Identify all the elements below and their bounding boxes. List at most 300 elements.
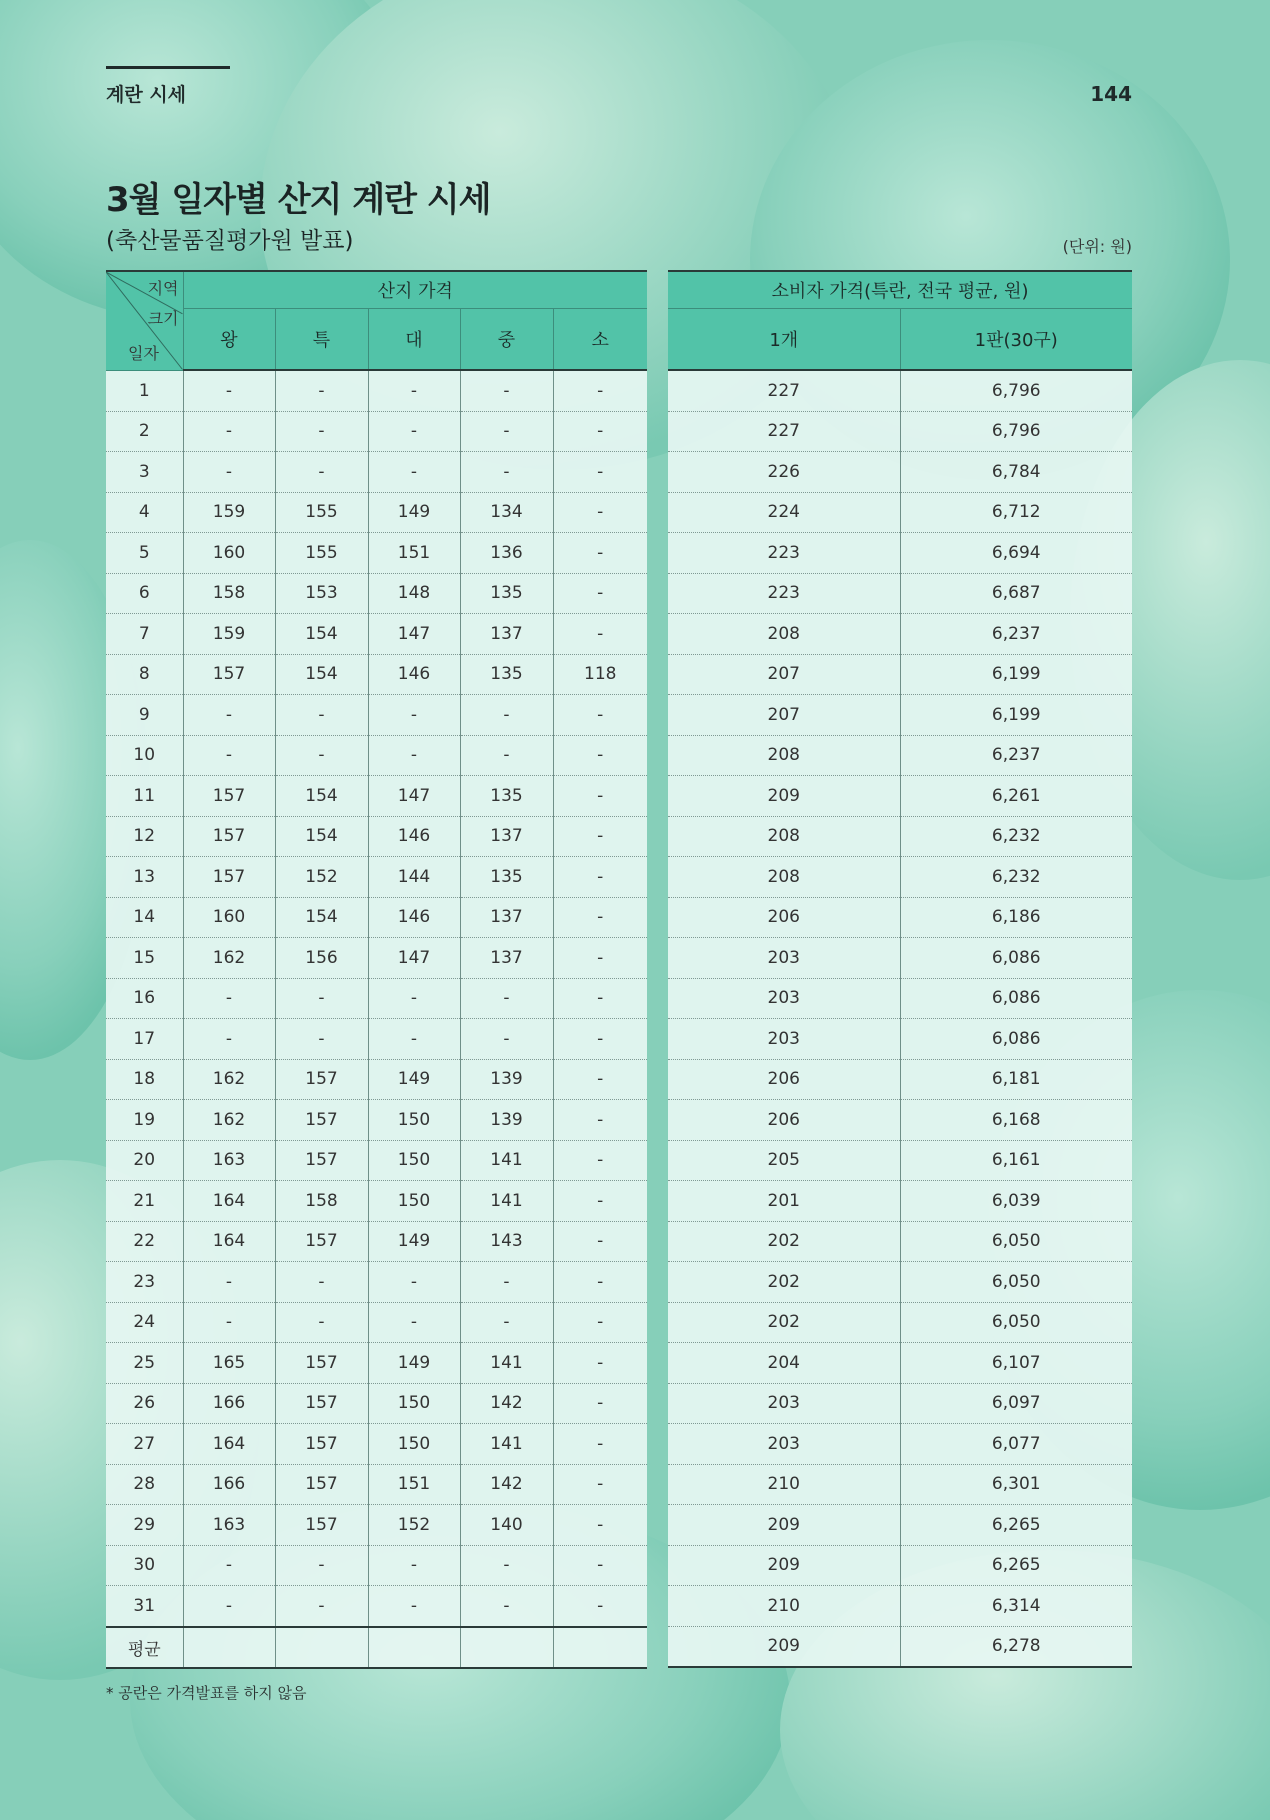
- price-cell: -: [183, 978, 275, 1019]
- day-cell: 31: [106, 1586, 183, 1627]
- average-cell: [275, 1627, 368, 1669]
- table-row: [106, 1586, 647, 1627]
- price-cell: 146: [368, 654, 460, 695]
- page-subtitle: (축산물품질평가원 발표): [106, 228, 354, 254]
- price-per-egg-cell: 227: [668, 370, 900, 411]
- price-cell: 157: [275, 1221, 368, 1262]
- table-row: [106, 1262, 647, 1303]
- price-per-tray-cell: 6,186: [900, 897, 1132, 938]
- price-per-egg-cell: 206: [668, 1100, 900, 1141]
- price-per-egg-cell: 208: [668, 816, 900, 857]
- price-cell: -: [183, 695, 275, 736]
- price-per-egg-cell: 210: [668, 1464, 900, 1505]
- day-cell: 1: [106, 370, 183, 411]
- price-cell: 160: [183, 533, 275, 574]
- table-row: [668, 1221, 1132, 1262]
- price-cell: 166: [183, 1464, 275, 1505]
- price-cell: 154: [275, 816, 368, 857]
- price-cell: 148: [368, 573, 460, 614]
- price-cell: 157: [275, 1140, 368, 1181]
- table-row: [668, 978, 1132, 1019]
- price-cell: 157: [183, 857, 275, 898]
- day-cell: 3: [106, 452, 183, 493]
- price-cell: 155: [275, 533, 368, 574]
- price-cell: 165: [183, 1343, 275, 1384]
- table-row: [668, 1464, 1132, 1505]
- price-cell: -: [553, 1019, 647, 1060]
- price-per-egg-cell: 209: [668, 776, 900, 817]
- price-cell: -: [183, 1302, 275, 1343]
- unit-note: (단위: 원): [1062, 237, 1132, 256]
- price-per-tray-cell: 6,199: [900, 654, 1132, 695]
- table-row: [106, 816, 647, 857]
- average-cell: 209: [668, 1626, 900, 1667]
- price-per-egg-cell: 227: [668, 411, 900, 452]
- price-per-tray-cell: 6,265: [900, 1545, 1132, 1586]
- price-cell: -: [275, 1545, 368, 1586]
- price-cell: 158: [275, 1181, 368, 1222]
- price-per-tray-cell: 6,237: [900, 735, 1132, 776]
- price-cell: 154: [275, 897, 368, 938]
- price-cell: 135: [460, 654, 553, 695]
- price-cell: 159: [183, 492, 275, 533]
- day-cell: 5: [106, 533, 183, 574]
- day-cell: 30: [106, 1545, 183, 1586]
- price-per-tray-cell: 6,237: [900, 614, 1132, 655]
- day-cell: 27: [106, 1424, 183, 1465]
- price-cell: -: [368, 1545, 460, 1586]
- table-row: [106, 1059, 647, 1100]
- table-row: [668, 938, 1132, 979]
- day-cell: 14: [106, 897, 183, 938]
- column-header: 중: [460, 309, 553, 371]
- table-row: [668, 857, 1132, 898]
- section-rule: [106, 66, 230, 69]
- day-cell: 26: [106, 1383, 183, 1424]
- price-cell: -: [553, 897, 647, 938]
- price-per-tray-cell: 6,039: [900, 1181, 1132, 1222]
- price-cell: 139: [460, 1100, 553, 1141]
- price-per-egg-cell: 202: [668, 1262, 900, 1303]
- price-cell: 164: [183, 1221, 275, 1262]
- table-row: [668, 1343, 1132, 1384]
- day-cell: 17: [106, 1019, 183, 1060]
- price-cell: 141: [460, 1424, 553, 1465]
- table-row: [668, 1059, 1132, 1100]
- price-per-tray-cell: 6,168: [900, 1100, 1132, 1141]
- price-per-tray-cell: 6,086: [900, 938, 1132, 979]
- table-row: [106, 1302, 647, 1343]
- price-cell: 149: [368, 492, 460, 533]
- price-per-egg-cell: 209: [668, 1545, 900, 1586]
- price-per-tray-cell: 6,796: [900, 370, 1132, 411]
- consumer-price-table: [668, 270, 1132, 1668]
- price-per-egg-cell: 208: [668, 857, 900, 898]
- price-per-tray-cell: 6,107: [900, 1343, 1132, 1384]
- price-cell: -: [275, 1019, 368, 1060]
- price-cell: 159: [183, 614, 275, 655]
- price-cell: 147: [368, 776, 460, 817]
- price-cell: -: [275, 370, 368, 411]
- table-row: [668, 614, 1132, 655]
- price-cell: -: [368, 452, 460, 493]
- day-cell: 23: [106, 1262, 183, 1303]
- price-cell: -: [553, 1262, 647, 1303]
- table-row: [668, 533, 1132, 574]
- price-cell: 135: [460, 776, 553, 817]
- price-cell: -: [553, 1221, 647, 1262]
- day-cell: 15: [106, 938, 183, 979]
- table-row: [668, 1586, 1132, 1627]
- price-per-tray-cell: 6,181: [900, 1059, 1132, 1100]
- price-per-tray-cell: 6,784: [900, 452, 1132, 493]
- table-row: [106, 695, 647, 736]
- price-cell: 150: [368, 1383, 460, 1424]
- table-row: [106, 573, 647, 614]
- price-cell: 163: [183, 1505, 275, 1546]
- price-per-egg-cell: 223: [668, 573, 900, 614]
- table-row: [668, 654, 1132, 695]
- average-cell: 6,278: [900, 1626, 1132, 1667]
- price-cell: 154: [275, 654, 368, 695]
- corner-day-label: 일자: [128, 343, 159, 363]
- price-per-tray-cell: 6,796: [900, 411, 1132, 452]
- price-cell: 149: [368, 1059, 460, 1100]
- price-cell: 162: [183, 1100, 275, 1141]
- price-cell: -: [553, 1181, 647, 1222]
- day-cell: 16: [106, 978, 183, 1019]
- average-label: 평균: [106, 1627, 183, 1669]
- table-row: [668, 573, 1132, 614]
- price-cell: -: [368, 411, 460, 452]
- price-per-tray-cell: 6,265: [900, 1505, 1132, 1546]
- corner-region-label: 지역: [147, 279, 179, 298]
- price-per-egg-cell: 203: [668, 1019, 900, 1060]
- price-cell: -: [368, 1302, 460, 1343]
- price-per-egg-cell: 202: [668, 1302, 900, 1343]
- price-cell: 146: [368, 897, 460, 938]
- price-per-egg-cell: 209: [668, 1505, 900, 1546]
- price-per-egg-cell: 201: [668, 1181, 900, 1222]
- day-cell: 28: [106, 1464, 183, 1505]
- table-row: [668, 452, 1132, 493]
- price-cell: 157: [275, 1059, 368, 1100]
- price-cell: -: [553, 1302, 647, 1343]
- price-per-tray-cell: 6,232: [900, 857, 1132, 898]
- table-row: [668, 1100, 1132, 1141]
- table-row: [668, 1424, 1132, 1465]
- price-cell: -: [553, 1545, 647, 1586]
- price-cell: 137: [460, 938, 553, 979]
- price-cell: -: [275, 452, 368, 493]
- price-cell: -: [553, 492, 647, 533]
- table-row: [106, 735, 647, 776]
- price-cell: 150: [368, 1424, 460, 1465]
- table-row: [106, 1505, 647, 1546]
- price-cell: -: [183, 1545, 275, 1586]
- price-cell: -: [368, 1019, 460, 1060]
- day-cell: 19: [106, 1100, 183, 1141]
- price-cell: 147: [368, 938, 460, 979]
- consumer-price-group-header: 소비자 가격(특란, 전국 평균, 원): [668, 271, 1132, 309]
- price-cell: -: [368, 1262, 460, 1303]
- day-cell: 11: [106, 776, 183, 817]
- price-per-tray-cell: 6,161: [900, 1140, 1132, 1181]
- price-cell: -: [553, 1586, 647, 1627]
- price-cell: 152: [368, 1505, 460, 1546]
- day-cell: 18: [106, 1059, 183, 1100]
- table-row: [106, 1181, 647, 1222]
- price-per-tray-cell: 6,261: [900, 776, 1132, 817]
- footnote: * 공란은 가격발표를 하지 않음: [106, 1684, 307, 1702]
- price-cell: -: [368, 978, 460, 1019]
- table-row: [106, 411, 647, 452]
- table-row: [668, 735, 1132, 776]
- price-cell: -: [275, 695, 368, 736]
- table-row: [106, 1343, 647, 1384]
- price-cell: -: [275, 1586, 368, 1627]
- price-cell: -: [460, 978, 553, 1019]
- average-cell: [460, 1627, 553, 1669]
- price-per-tray-cell: 6,694: [900, 533, 1132, 574]
- table-row: [106, 370, 647, 411]
- table-row: [668, 1019, 1132, 1060]
- price-cell: 163: [183, 1140, 275, 1181]
- price-cell: -: [553, 533, 647, 574]
- table-row: [668, 776, 1132, 817]
- origin-price-group-header: 산지 가격: [183, 271, 647, 309]
- price-per-egg-cell: 226: [668, 452, 900, 493]
- price-per-egg-cell: 224: [668, 492, 900, 533]
- price-cell: -: [183, 370, 275, 411]
- price-cell: -: [183, 735, 275, 776]
- price-per-egg-cell: 223: [668, 533, 900, 574]
- table-row: [106, 1019, 647, 1060]
- price-cell: -: [368, 695, 460, 736]
- price-cell: 157: [275, 1505, 368, 1546]
- price-cell: -: [460, 1545, 553, 1586]
- price-cell: -: [460, 411, 553, 452]
- corner-size-label: 크기: [147, 309, 179, 328]
- price-cell: -: [553, 695, 647, 736]
- price-per-egg-cell: 202: [668, 1221, 900, 1262]
- price-cell: 142: [460, 1464, 553, 1505]
- column-header: 왕: [183, 309, 275, 371]
- day-cell: 13: [106, 857, 183, 898]
- price-cell: 141: [460, 1181, 553, 1222]
- price-cell: 166: [183, 1383, 275, 1424]
- price-per-tray-cell: 6,712: [900, 492, 1132, 533]
- average-row: [106, 1627, 647, 1669]
- price-cell: 151: [368, 533, 460, 574]
- price-per-tray-cell: 6,097: [900, 1383, 1132, 1424]
- price-cell: 154: [275, 614, 368, 655]
- price-cell: 164: [183, 1424, 275, 1465]
- price-per-egg-cell: 208: [668, 735, 900, 776]
- price-cell: 153: [275, 573, 368, 614]
- price-cell: 136: [460, 533, 553, 574]
- table-row: [106, 776, 647, 817]
- price-cell: 164: [183, 1181, 275, 1222]
- average-cell: [183, 1627, 275, 1669]
- column-header: 특: [275, 309, 368, 371]
- day-cell: 10: [106, 735, 183, 776]
- price-per-tray-cell: 6,199: [900, 695, 1132, 736]
- price-cell: -: [553, 1140, 647, 1181]
- table-row: [668, 411, 1132, 452]
- price-cell: -: [460, 695, 553, 736]
- price-cell: -: [553, 370, 647, 411]
- price-cell: 140: [460, 1505, 553, 1546]
- price-cell: 157: [275, 1343, 368, 1384]
- price-per-tray-cell: 6,050: [900, 1221, 1132, 1262]
- table-row: [668, 1505, 1132, 1546]
- price-cell: 150: [368, 1100, 460, 1141]
- section-label: 계란 시세: [106, 84, 187, 106]
- price-cell: 154: [275, 776, 368, 817]
- price-cell: 162: [183, 938, 275, 979]
- price-cell: -: [368, 370, 460, 411]
- price-cell: -: [183, 1586, 275, 1627]
- price-cell: -: [183, 1019, 275, 1060]
- price-cell: -: [553, 938, 647, 979]
- price-cell: 152: [275, 857, 368, 898]
- price-per-tray-cell: 6,086: [900, 978, 1132, 1019]
- price-cell: -: [368, 735, 460, 776]
- table-row: [106, 1100, 647, 1141]
- price-cell: 157: [183, 776, 275, 817]
- table-row: [106, 1424, 647, 1465]
- table-row: [668, 1545, 1132, 1586]
- price-cell: -: [275, 411, 368, 452]
- table-row: [668, 897, 1132, 938]
- price-cell: 157: [183, 816, 275, 857]
- price-cell: -: [460, 370, 553, 411]
- table-row: [106, 1140, 647, 1181]
- table-row: [106, 938, 647, 979]
- price-cell: -: [553, 1464, 647, 1505]
- average-cell: [368, 1627, 460, 1669]
- price-cell: 142: [460, 1383, 553, 1424]
- price-per-tray-cell: 6,314: [900, 1586, 1132, 1627]
- price-cell: 146: [368, 816, 460, 857]
- price-cell: -: [460, 1019, 553, 1060]
- price-cell: -: [183, 411, 275, 452]
- price-cell: -: [553, 1424, 647, 1465]
- column-header: 1개: [668, 309, 900, 371]
- price-cell: 157: [275, 1424, 368, 1465]
- price-cell: -: [553, 735, 647, 776]
- price-cell: -: [275, 1302, 368, 1343]
- price-cell: 157: [275, 1383, 368, 1424]
- table-row: [668, 1383, 1132, 1424]
- price-cell: 147: [368, 614, 460, 655]
- price-cell: -: [460, 452, 553, 493]
- page-title: 3월 일자별 산지 계란 시세: [106, 180, 491, 220]
- table-row: [668, 1262, 1132, 1303]
- column-header: 1판(30구): [900, 309, 1132, 371]
- price-cell: 150: [368, 1140, 460, 1181]
- price-cell: 158: [183, 573, 275, 614]
- day-cell: 7: [106, 614, 183, 655]
- price-per-egg-cell: 207: [668, 695, 900, 736]
- price-cell: 156: [275, 938, 368, 979]
- price-cell: -: [460, 1586, 553, 1627]
- table-row: [106, 492, 647, 533]
- table-row: [106, 1464, 647, 1505]
- average-row: [668, 1626, 1132, 1667]
- price-cell: 144: [368, 857, 460, 898]
- price-cell: -: [553, 452, 647, 493]
- day-cell: 29: [106, 1505, 183, 1546]
- price-cell: 151: [368, 1464, 460, 1505]
- price-per-egg-cell: 203: [668, 1383, 900, 1424]
- day-cell: 20: [106, 1140, 183, 1181]
- price-per-egg-cell: 204: [668, 1343, 900, 1384]
- price-per-tray-cell: 6,301: [900, 1464, 1132, 1505]
- table-row: [106, 1545, 647, 1586]
- table-row: [668, 492, 1132, 533]
- average-cell: [553, 1627, 647, 1669]
- table-row: [106, 897, 647, 938]
- price-cell: -: [553, 614, 647, 655]
- price-cell: -: [553, 573, 647, 614]
- price-cell: 137: [460, 816, 553, 857]
- price-cell: -: [553, 1100, 647, 1141]
- price-cell: -: [368, 1586, 460, 1627]
- table-row: [106, 1221, 647, 1262]
- price-cell: 118: [553, 654, 647, 695]
- column-header: 대: [368, 309, 460, 371]
- table-row: [106, 654, 647, 695]
- table-row: [106, 1383, 647, 1424]
- price-cell: -: [275, 1262, 368, 1303]
- day-cell: 4: [106, 492, 183, 533]
- day-cell: 2: [106, 411, 183, 452]
- day-cell: 24: [106, 1302, 183, 1343]
- day-cell: 6: [106, 573, 183, 614]
- price-cell: 139: [460, 1059, 553, 1100]
- price-cell: 162: [183, 1059, 275, 1100]
- price-per-egg-cell: 203: [668, 1424, 900, 1465]
- price-cell: -: [553, 1059, 647, 1100]
- price-cell: -: [553, 857, 647, 898]
- day-cell: 9: [106, 695, 183, 736]
- price-cell: -: [553, 1505, 647, 1546]
- price-per-tray-cell: 6,077: [900, 1424, 1132, 1465]
- table-row: [106, 978, 647, 1019]
- price-per-tray-cell: 6,232: [900, 816, 1132, 857]
- price-cell: 143: [460, 1221, 553, 1262]
- price-per-egg-cell: 206: [668, 897, 900, 938]
- day-cell: 12: [106, 816, 183, 857]
- column-header: 소: [553, 309, 647, 371]
- table-row: [668, 816, 1132, 857]
- price-cell: 157: [275, 1464, 368, 1505]
- table-row: [668, 1181, 1132, 1222]
- price-cell: -: [275, 978, 368, 1019]
- price-cell: 150: [368, 1181, 460, 1222]
- day-cell: 8: [106, 654, 183, 695]
- price-cell: -: [275, 735, 368, 776]
- price-cell: 137: [460, 897, 553, 938]
- table-row: [106, 533, 647, 574]
- price-per-egg-cell: 203: [668, 938, 900, 979]
- price-cell: 149: [368, 1221, 460, 1262]
- table-row: [106, 452, 647, 493]
- page-number: 144: [1090, 82, 1132, 106]
- price-cell: 160: [183, 897, 275, 938]
